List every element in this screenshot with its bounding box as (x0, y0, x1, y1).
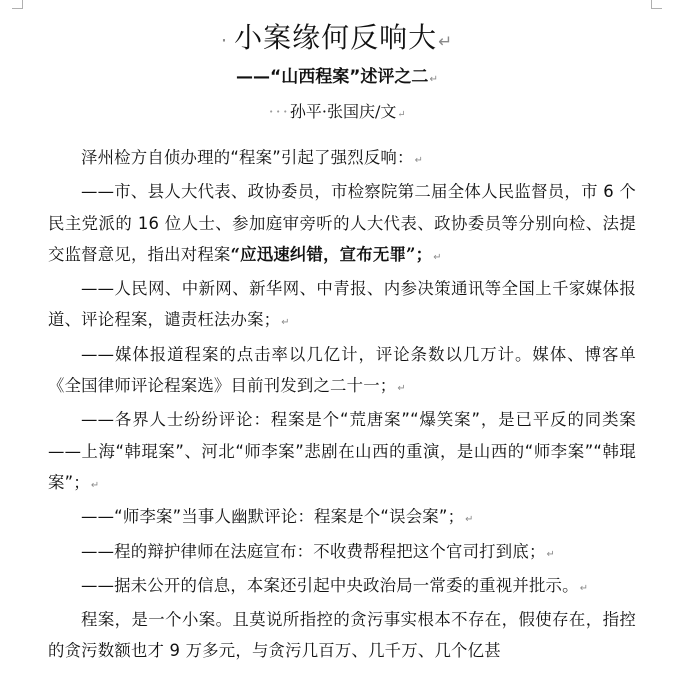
paragraph-mark-icon: ↵ (429, 74, 438, 85)
body-paragraph[interactable] (48, 176, 636, 273)
paragraph-text: 程案，是一个小案。且莫说所指控的贪污事实根本不存在，假使存在，指控的贪污数额也才 9 万多元，与贪污几百万、几千万、几个亿甚 (48, 610, 636, 661)
paragraph-mark-icon: ↵ (433, 251, 442, 263)
paragraph-text: ——人民网、中新网、新华网、中青报、内参决策通讯等全国上千家媒体报道、评论程案，谴责枉法办案； (48, 279, 636, 330)
article-title-text: 小案缘何反响大 (234, 21, 438, 54)
body-paragraph[interactable] (48, 570, 636, 604)
body-paragraph[interactable] (48, 536, 636, 570)
article-byline[interactable] (0, 100, 674, 127)
paragraph-mark-icon: ↵ (438, 31, 454, 51)
paragraph-mark-icon: ↵ (90, 479, 100, 491)
paragraph-text: ——据未公开的信息，本案还引起中央政治局一常委的重视并批示。 (81, 575, 579, 595)
body-paragraph[interactable] (48, 404, 636, 501)
article-body[interactable] (48, 142, 636, 667)
paragraph-mark-icon: ↵ (414, 155, 424, 166)
paragraph-text: ——媒体报道程案的点击率以几亿计，评论条数以几万计。媒体、博客单《全国律师评论程案选》目前刊发到之二十一； (48, 344, 636, 396)
crop-mark-top-left (12, 0, 23, 9)
crop-mark-top-right (651, 0, 662, 9)
paragraph-text: ——程的辩护律师在法庭宣布：不收费帮程把这个官司打到底； (81, 541, 546, 561)
paragraph-mark-icon: ↵ (546, 548, 555, 560)
body-paragraph[interactable] (48, 501, 636, 535)
paragraph-text: 泽州检方自侦办理的“程案”引起了强烈反响： (81, 148, 414, 167)
article-title[interactable] (0, 18, 674, 61)
body-paragraph[interactable] (48, 604, 636, 667)
article-byline-text: 孙平·张国庆/文 (289, 102, 397, 121)
leading-dot: · (220, 29, 229, 52)
paragraph-mark-icon: ↵ (465, 514, 474, 526)
paragraph-mark-icon: ↵ (281, 317, 290, 329)
body-paragraph[interactable] (48, 142, 636, 176)
article-subtitle[interactable] (0, 64, 674, 93)
paragraph-mark-icon: ↵ (397, 109, 406, 120)
paragraph-text: ——市、县人大代表、政协委员，市检察院第二届全体人民监督员，市 6 个民主党派的 16 位人士、参加庭审旁听的人大代表、政协委员等分别向检、法提交监督意见，指出对程案 (48, 182, 636, 264)
article-subtitle-text: ——“山西程案”述评之二 (236, 67, 429, 87)
leading-space-dots: ··· (268, 102, 290, 121)
paragraph-text: ——各界人士纷纷评论：程案是个“荒唐案”“爆笑案”，是已平反的同类案——上海“韩琨案”、河北“师李案”悲剧在山西的重演，是山西的“师李案”“韩琨案”； (48, 410, 636, 492)
body-paragraph[interactable] (48, 273, 636, 339)
paragraph-mark-icon: ↵ (397, 383, 406, 395)
paragraph-mark-icon: ↵ (579, 582, 589, 594)
paragraph-emphasis-text: “应迅速纠错，宣布无罪”； (230, 244, 433, 264)
paragraph-text: ——“师李案”当事人幽默评论：程案是个“误会案”； (81, 507, 465, 527)
body-paragraph[interactable] (48, 339, 636, 405)
